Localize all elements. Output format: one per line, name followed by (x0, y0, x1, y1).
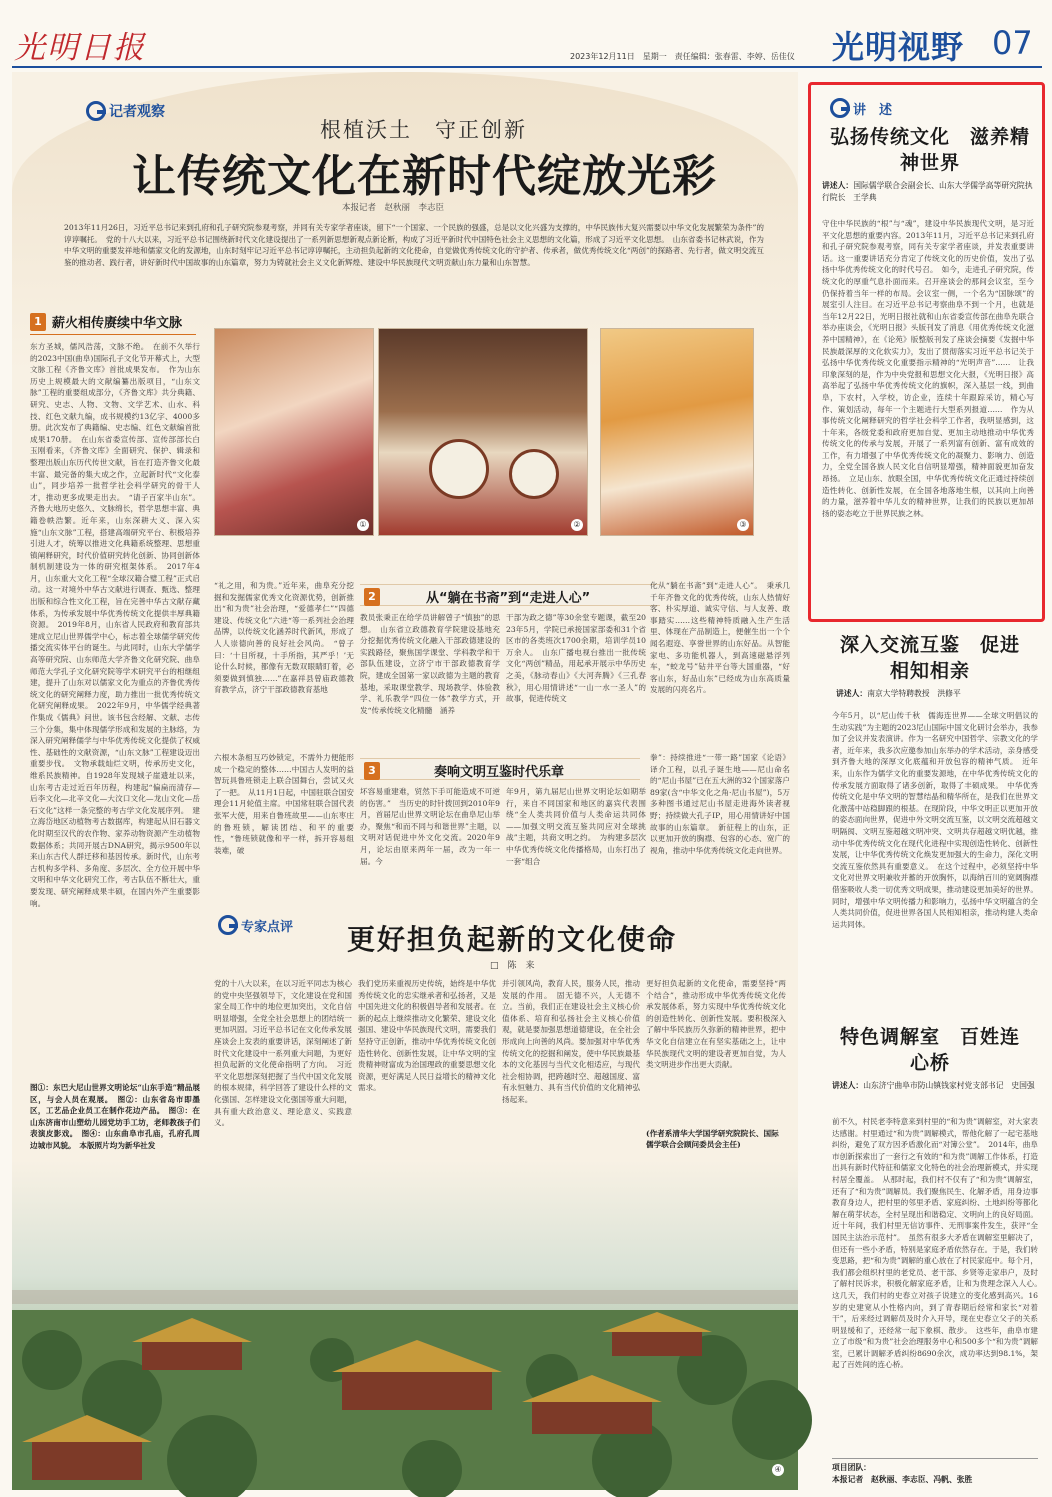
header-rule (12, 66, 1042, 68)
col-mid-a: “礼之用，和为贵。”近年来，曲阜充分挖掘和发掘儒家优秀文化资源优势，创新推出“和为贵”社会治理，“爱德孝仁”“四德建设、传统文化”六进“等一系列社会治理品牌，以传统文化涵养时代新风，形成了人人崇德向善的良好社会风尚。 “曾子曰：‘十目所视，十手所指，其严乎！’无论什么时候，都像有无数双眼睛盯着，必须要做到慎独……”在嘉祥县曾庙政德教育教学点，济宁干部政德教育基地 (214, 581, 354, 695)
col-mid-h: 拳”：持续推进“一带一路”国家《论语》译介工程，以孔子诞生地——尼山命名的“尼山书屋”已在五大洲的32个国家落户89家(含“中华文化之角·尼山书屋”)，5万多种图书通过尼山书屋走进海外读者视野；持续做大孔子IP，用心用情讲好中国故事的山东篇章。 新征程上的山东，正以更加开放的胸襟、包容的心态、宽广的视角，推动中华优秀传统文化走向世界。 (650, 753, 790, 855)
expert-byline: □ 陈 来 (490, 961, 535, 971)
g-logo-icon (830, 98, 850, 118)
expert-col-4: 更好担负起新的文化使命，需要坚持“两个结合”，推动形成中华优秀传统文化传承发展体系，努力实现中华优秀传统文化的创造性转化、创新性发展。要积极深入了解中华民族历久弥新的精神世界，把中华文化自信建立在有坚实基础之上，让中华民族现代文明的建设者更加自觉，为人类文明进步作出更大贡献。 (646, 979, 786, 1070)
section-1-heading (30, 312, 196, 331)
photo-2 (378, 328, 588, 536)
column-1-text: 东方圣城，儒风浩荡，文脉不绝。 在前不久举行的2023中国(曲阜)国际孔子文化节开幕式上，大型文脉工程《齐鲁文库》首批成果发布。 作为山东历史上规模最大的文献编纂出版项目，“山东文脉”工程的重要组成部分，《齐鲁文库》共分典籍、研究、史志、人物、文物、文学艺术、山水、科技、红色文献九编，成书规模约13亿字、4000多册。此次发布了典籍编、史志编、红色文献编首批成果170册。 在山东省委宣传部、宣传部部长白玉刚看来，《齐鲁文库》全面研究、保护、辑录和整理出版山东历代传世文献，旨在打造齐鲁文化最丰富、最完备的集大成之作，立起新时代“文化泰山”，同步培养一批哲学社会科学研究的骨干人才，推动更多成果走出去。 “请子百家半山东”。齐鲁大地历史悠久、文脉绵长，哲学思想丰富、典籍卷帙浩繁。近年来，山东深耕大义、深入实施“山东文脉”工程，搭建高端研究平台、积极培养引进人才，统筹以推进文化典籍系统整理、思想重镇阐释研究，时代价值研究转化创新、协同创新体制机制建设为一体的研究框架体系。 2017年4月，山东重大文化工程“全球汉籍合璧工程”正式启动。这一对境外中华古文献进行调查、甄选、整理出版和综合性文化工程，旨在完善中华古文献存藏体系，为传承发展中华优秀传统文化提供丰厚典籍资源。 2019年8月，山东省人民政府和教育部共建成立尼山世界儒学中心，标志着全球儒学研究传播交流实体平台的诞生。与此同时，山东大学儒学高等研究院、山东师范大学齐鲁文化研究院、曲阜师范大学孔子文化研究院等学术研究平台的相继组建，提升了山东对以儒家文化为重点的齐鲁优秀传统文化的研究阐释力度，助力推出一批优秀传统文化研究阐释成果。 2022年9月，中华儒学经典著作集成《儒典》问世。该书包含经解、文献、志传三个分集，集中体现儒学形成和发展的主脉络，为深入研究阐释儒学与中华优秀传统文化提供了权威性、基础性的文献资源，“山东文脉”工程建设迈出重要步伐。 文物承载灿烂文明，传承历史文化，维系民族精神。自1928年发现城子崖遗址以来，山东考古走过近百年历程，构建起“偏扁而清存—后李文化—北辛文化—大汶口文化—龙山文化—岳石文化”这样一条完整的考古学文化发展序列。 建立海岱地区动植物考古数据库，构建起从旧石器文化时期至汉代的农作物、家养动物资源产生动植物数据体系；共同开展古DNA研究，揭示9500年以来山东古代人群迁移和基因传承。新时代，山东考古机构多学科、多角度、多层次、全方位开展中华文明和中华文化研究工作，考古队伍不断壮大，重要发现、研究阐释成果丰硕，在国内外产生重要影响。 (30, 342, 200, 908)
g-logo-icon (86, 101, 106, 121)
column-2-title: 深入交流互鉴 促进相知相亲 (840, 634, 1021, 682)
newspaper-logo: 光明日报 (14, 30, 146, 66)
expert-col-2: 我们党历来重视历史传统，始终是中华优秀传统文化的忠实继承者和弘扬者，又是中国先进文化的积极倡导者和发展者。在新的起点上继续推动文化繁荣、建设文化强国、建设中华民族现代文明，需要我们坚持守正创新，推动中华优秀传统文化创造性转化、创新性发展，让中华文明的宝贵精神财富成为治国理政的重要思想文化资源，更好满足人民日益增长的精神文化需求。 (358, 979, 496, 1093)
speaker-label: 讲述人： (822, 181, 854, 190)
embroidery-circle (429, 439, 489, 499)
speaker-info: 国际儒学联合会副会长、山东大学儒学高等研究院执行院长 王学典 (822, 181, 1033, 202)
photo-1 (214, 328, 374, 536)
photo-number: ③ (737, 519, 749, 531)
column-1-title: 弘扬传统文化 滋养精神世界 (830, 126, 1031, 174)
tag-label: 专家点评 (241, 919, 294, 935)
section-title-text: 薪火相传赓续中华文脉 (52, 316, 183, 331)
col-mid-e: 六根木条相互巧妙锁定，不需外力便能形成一个稳定的整体……中国古人发明的益智玩具鲁班锁走上联合国舞台，尝试又火了一把。 从11月1日起，中国驻联合国安理会11月轮值主席。中国常驻联合国代表张军大使，用来自鲁班故里——山东枣庄的鲁班锁，解读团结、和平的重要性，“鲁班锁就像和平一样，拆开容易组装难，破 (214, 753, 354, 855)
speaker-label: 讲述人： (836, 689, 868, 698)
reporter-observation-tag (86, 101, 165, 121)
expert-col-3: 并引领风尚，教育人民，服务人民，推动发展的作用。 固无德不兴，人无德不立。当前，我们正在建设社会主义核心价值体系、培育和弘扬社会主义核心价值观，就是要加强思想道德建设，在全社会形成向上向善的风尚。要加强对中华优秀传统文化的挖掘和阐发，使中华民族最基本的文化基因与当代文化相适应，与现代社会相协调，把跨越时空、超越国度、富有永恒魅力、具有当代价值的文化精神弘扬起来。 (502, 979, 640, 1104)
column-3-body: 前不久，村民老李特意来到村里的“和为贵”调解室，对大家表达感谢。村里通过“和为贵”调解模式，帮他化解了一起宅基地纠纷，避免了双方因矛盾激化而“对簿公堂”。 2014年，曲阜市创新探索出了一套行之有效的“和为贵”调解工作体系，打造出具有新时代特征和儒家文化特色的社会治理新模式，并实现村居全覆盖。 从那时起，我们村不仅有了“和为贵”调解室，还有了“和为贵”调解员。我们聚焦民生、化解矛盾，用身边事教育身边人，把村里的邻里矛盾、家庭纠纷、土地纠纷等都化解在萌芽状态，全村呈现出和谐稳定、文明向上的良好局面。近十年间，我们村里无信访事件、无刑事案件发生，获评“全国民主法治示范村”。 虽然有很多大矛盾在调解室里解决了，但还有一些小矛盾，特别是家庭矛盾依然存在。于是，我们转变思路，把“和为贵”调解的重心放在了村民家庭中。每个月，我们都会组织村里的老党员、老干部、乡贤等走家串户，及时了解村民诉求，积极化解家庭矛盾，让和为贵理念深入人心。 这几天，我们村的史春立对孩子说建立的变化感到高兴。16岁的史建宽从小性格内向，到了青春期后经常和家长“对着干”，后来经过调解员及时介入开导，现在史春立父子的关系明显缓和了，还经常一起下象棋、散步。 这些年，曲阜市建立了市级“和为贵”社会治理服务中心和500多个“和为贵”调解室，已累计调解矛盾纠纷8690余次，成功率达到98.1%，架起了百姓间的连心桥。 (832, 1117, 1046, 1370)
tag-label: 记者观察 (109, 104, 165, 120)
embroidery-circle (509, 449, 559, 499)
column-1-body: 守住中华民族的“根”与“魂”，建设中华民族现代文明，是习近平文化思想的重要内容。2013年11月，习近平总书记来到孔府和孔子研究院参观考察，同有关专家学者座谈，并发表重要讲话。这一重要讲话充分肯定了传统文化的历史价值，发出了弘扬中华优秀传统文化的时代号召。 如今，走进孔子研究院，传统文化的厚重气息扑面而来。召开座谈会的那间会议室，至今仍保持着当年一样的布局。会议室一侧，一个名为“国脉颂”的展室引人注目。在习近平总书记考察曲阜不到一个月，也就是当年12月22日，光明日报社就和山东省委宣传部在曲阜先联合举办座谈会，《光明日报》头版刊发了消息《用优秀传统文化滋养中国精神》，在《论苑》版整版刊发了座谈会摘要《发掘中华民族最深厚的文化软实力》，发出了贯彻落实习近平总书记关于弘扬中华优秀传统文化重要指示精神的“光明声音”…… 让我印象深刻的是，作为中央党报和思想文化大报，《光明日报》高高举起了弘扬中华优秀传统文化的旗帜，深入基层一线，到曲阜，下农村，入学校，访企业，连续十年跟踪采访，精心写作、策划活动，每年一个主题进行大型系列报道…… 作为从事传统文化阐释研究的哲学社会科学工作者，我明显感到，这十年来，各级党委和政府更加自觉、更加主动地推动中华优秀传统文化的传承与发展，开展了一系列富有创新、富有成效的工作，有力增强了中华优秀传统文化的凝聚力、影响力、创造力，全党全国各族人民文化自信明显增强，精神面貌更加奋发昂扬。 立足山东、放眼全国，中华优秀传统文化正通过持续创造性转化、创新性发展，在全国各地落地生根，以其向上向善的力量，滋养着中华儿女的精神世界，让我们的民族以更加昂扬的姿态屹立于世界民族之林。 (822, 219, 1034, 518)
expert-author-note: (作者系清华大学国学研究院院长、国际儒学联合会顾问委员会主任) (646, 1129, 779, 1149)
team-divider (832, 1458, 1038, 1459)
section-number: 3 (364, 762, 380, 780)
team-label: 项目团队： (832, 1463, 871, 1472)
team-members: 本报记者 赵秋丽、李志臣、冯帆、张胜 (832, 1475, 973, 1484)
article-title: 让传统文化在新时代绽放光彩 (132, 151, 717, 202)
article-byline: 本报记者 赵秋丽 李志臣 (342, 203, 445, 213)
article-subtitle: 根植沃土 守正创新 (320, 118, 527, 142)
col-mid-f: 坏容易重建难，贸然下手可能造成不可逆的伤害。” 当历史的时针拨回到2010年9月，首届尼山世界文明论坛在曲阜尼山举办，聚焦“和而不同与和谐世界”主题，以文明对话促进中外文化交流。2020年9月，论坛由原来两年一届，改为一年一届。今 (360, 787, 500, 866)
section-number: 1 (30, 313, 46, 331)
date-editor-line: 2023年12月11日 星期一 责任编辑：张春雷、李婷、岳佳仪 (570, 52, 795, 61)
temple-illustration (12, 1160, 798, 1490)
column-3-title: 特色调解室 百姓连心桥 (840, 1026, 1021, 1074)
expert-title: 更好担负起新的文化使命 (347, 923, 678, 956)
section-title-text: 从“躺在书斋”到“走进人心” (426, 591, 591, 606)
speaker-label: 讲述人： (832, 1081, 864, 1090)
tag-label: 讲 述 (853, 102, 893, 118)
column-1-speaker (822, 180, 1036, 204)
speaker-info: 山东济宁曲阜市防山镇钱家村党支部书记 史国强 (863, 1081, 1035, 1090)
project-team (832, 1462, 1038, 1486)
section-title: 光明视野 (832, 28, 965, 66)
section-title-text: 奏响文明互鉴时代乐章 (434, 765, 565, 780)
expert-col-1: 党的十八大以来，在以习近平同志为核心的党中央坚强领导下，文化建设在党和国家全局工作中的地位更加突出，文化自信明显增强，全党全社会思想上的团结统一更加巩固。习近平总书记在文化传承发展座谈会上发表的重要讲话，深刻阐述了新时代文化建设中一系列重大问题，为更好担负起新的文化使命指明了方向。 习近平文化思想深刻把握了当代中国文化发展的根本规律，科学回答了建设什么样的文化强国、怎样建设文化强国等重大问题，具有重大政治意义、理论意义、实践意义。 (214, 979, 352, 1128)
speaker-info: 南京大学特聘教授 洪修平 (867, 689, 961, 698)
column-2-body: 今年5月，以“尼山传千秋 儒海连世界——全球文明倡议的生动实践”为主题的2023尼山国际中国文化研讨会举办，我参加了会议并发表演讲。作为一名研究中国哲学、宗教文化的学者，近年来，我多次应邀参加山东举办的学术活动，亲身感受到齐鲁大地的深厚文化底蕴和开放包容的精神气质。 近年来，山东作为儒学文化的重要发源地，在中华优秀传统文化的传承发展方面取得了诸多创新，取得了丰硕成果。 中华优秀传统文化是中华文明的智慧结晶和精华所在，是我们在世界文化激荡中站稳脚跟的根基。在现阶段，中华文明正以更加开放的姿态面向世界，促进中外文明交流互鉴，以文明交流超越文明隔阂、文明互鉴超越文明冲突、文明共存超越文明优越，推动中华优秀传统文化在现代化进程中实现创造性转化、创新性发展，让中华优秀传统文化焕发更加强大的生命力，深化文明交流互鉴依然具有重要意义。 在这个过程中，必须坚持中华文化对世界文明兼收并蓄的开放胸怀，以海纳百川的宽阔胸襟借鉴吸收人类一切优秀文明成果，推动建设更加美好的世界。同时，增强中华文明传播力和影响力，弘扬中华文明蕴含的全人类共同价值，促进世界各国人民相知相亲，推动构建人类命运共同体。 (832, 711, 1038, 929)
page-number: 07 (992, 24, 1033, 62)
article-lede: 2013年11月26日，习近平总书记来到孔府和孔子研究院参观考察，并同有关专家学者座谈，留下“一个国家、一个民族的强盛，总是以文化兴盛为支撑的，中华民族伟大复兴需要以中华文化发展繁荣为条件”的谆谆嘱托。 党的十八大以来，习近平总书记围绕新时代文化建设提出了一系列新思想新观点新论断，构成了习近平新时代中国特色社会主义思想的文化篇，形成了习近平文化思想。 山东省委书记林武说，作为中华文明的重要发祥地和儒家文化的发源地，山东时刻牢记习近平总书记谆谆嘱托，主动担负起新的文化使命，自觉做优秀传统文化的守护者、传承者，做优秀传统文化“两创”的探路者、先行者，做文明交流互鉴的推动者、践行者，讲好新时代中国故事的山东篇章，努力为铸就社会主义文化新辉煌、建设中华民族现代文明贡献山东力量和山东智慧。 (64, 223, 764, 267)
section-underline (30, 334, 196, 335)
g-logo-icon (218, 915, 238, 935)
section-number: 2 (364, 588, 380, 606)
expert-comment-tag (218, 915, 293, 935)
photo-number: ④ (772, 1464, 784, 1476)
column-2-speaker (836, 688, 1036, 700)
photo-captions: 图①：东巴大尼山世界文明论坛“山东手造”精品展区，与会人员在观展。 图②：山东省岛市即墨区，工艺品企业员工在制作花边产品。 图③：在山东济南市山塑幼儿园党坊手工坊，老师教孩子们表演皮影戏。 图④：山东曲阜市孔庙，孔府孔周边城市风貌。 本版照片均为新华社发 (30, 1083, 200, 1150)
section-3-heading (364, 761, 564, 780)
col-mid-b: 教员张秉正在给学员讲解曾子“慎独”的思想。 山东省立政德教育学院建设基地充分挖掘优秀传统文化融入干部政德建设的实践路径，聚焦国学课堂、学科教学和干部队伍建设，立济宁市干部政德教育学院，建成全国第一家以政德为主题的教育基地，采取课堂教学、现场教学、体验教学、礼乐教学“四位一体”教学方式，开发“传承传统文化精髓 涵养 (360, 613, 500, 715)
section-2-heading (364, 587, 590, 606)
col-mid-d: 化从“躺在书斋”到“走进人心”。 秉承几千年齐鲁文化的优秀传统，山东人热情好客、朴实厚道、诚实守信、与人友善、敢事踏实……这些精神特质融入生产生活里、体现在产品制造上，便催生出一个个闻名遐迩、享誉世界的山东好品。从智能家电、多功能机器人，到高速磁悬浮列车，“蛟龙号”钻井平台等大国重器，“好客山东，好品山东”已经成为山东高质量发展的闪亮名片。 (650, 581, 790, 695)
photo-4-temple-aerial (12, 1160, 798, 1490)
narration-tag (830, 98, 892, 118)
column-3-speaker (832, 1080, 1038, 1092)
photo-number: ① (357, 519, 369, 531)
col-mid-c: 干部为政之德”等30余堂专题课，截至2023年5月，学院已承接国家部委和31个省区市的各类班次1700余期，培训学员10万余人。 山东广播电视台推出一批传统文化“两创”精品，用起承开展示中华历史之美，《脉动春山》《大河奔腾》《三孔春秋》，用心用情讲述“一山一水一圣人”的故事，促进传统文 (506, 613, 646, 704)
photo-number: ② (571, 519, 583, 531)
photo-3 (600, 328, 754, 536)
col-mid-g: 年9月，第九届尼山世界文明论坛如期举行，来自不同国家和地区的嘉宾代表围绕“全人类共同价值与人类命运共同体——加强文明交流互鉴共同应对全球挑战”主题，共商文明之约。 为构建多层次中华优秀传统文化传播格局，山东打出了一套“组合 (506, 787, 646, 866)
